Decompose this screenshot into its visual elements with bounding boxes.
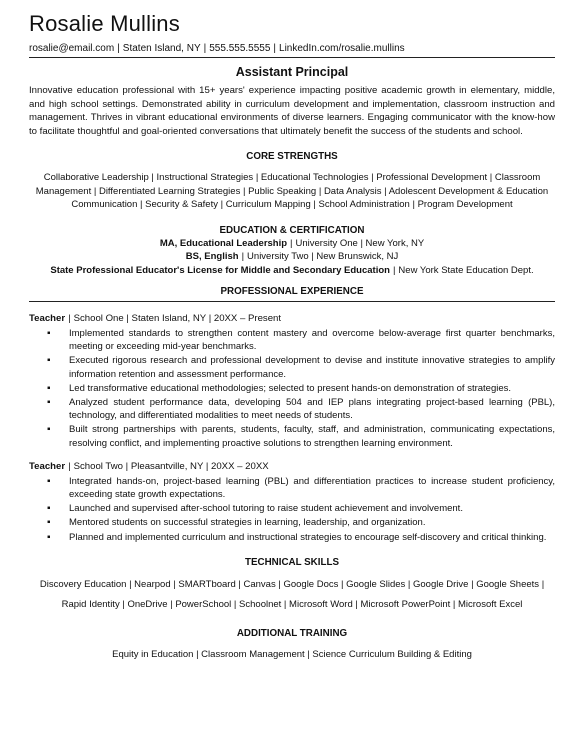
job-bullet: ▪ Mentored students on successful strategies in learning, leadership, and organization.: [69, 516, 555, 529]
education-detail: University Two | New Brunswick, NJ: [247, 251, 399, 262]
core-strengths-line: Management | Differentiated Learning Strategies | Public Speaking | Data Analysis | Adolescent Development & Education: [35, 185, 549, 197]
education-detail: University One | New York, NY: [295, 237, 425, 249]
resume-page: [29, 10, 555, 661]
technical-skills-heading: TECHNICAL SKILLS: [245, 556, 339, 568]
experience-heading: PROFESSIONAL EXPERIENCE: [29, 285, 555, 302]
job-detail: School Two | Pleasantville, NY | 20XX – 20XX: [73, 460, 269, 472]
job-bullet: ▪ Implemented standards to strengthen content mastery and overcome below-average first quarter benchmarks, meeting or exceeding mid-year benchmarks.: [69, 327, 555, 353]
contact-linkedin[interactable]: LinkedIn.com/rosalie.mullins: [279, 43, 405, 54]
job-bullet: ▪ Analyzed student performance data, developing 504 and IEP plans integrating project-based learning (PBL), technology, and differentiated modalities to meet needs of students.: [69, 396, 555, 422]
job-bullet: ▪ Integrated hands-on, project-based learning (PBL) and differentiation practices to increase student proficiency, exceeding state growth expectations.: [69, 475, 555, 501]
job-bullet: ▪ Led transformative educational methodologies; selected to present hands-on demonstration of strategies.: [69, 382, 555, 395]
education-credential: MA, Educational Leadership: [159, 237, 288, 249]
job-title: Assistant Principal: [235, 65, 349, 79]
job-role: Teacher: [29, 460, 66, 472]
job-role: Teacher: [29, 313, 66, 324]
job-bullet: ▪ Launched and supervised after-school tutoring to raise student achievement and involvement.: [69, 502, 555, 515]
education-heading: EDUCATION & CERTIFICATION: [219, 224, 365, 236]
professional-summary: Innovative education professional with 15+ years' experience impacting positive academic growth in elementary, middle, and high school settings. Demonstrated ability in curriculum development and implementation, classroom instruction and management. Thrives in vibrant educational environments of diverse learners. Engaging communicator with the know-how to facilitate thoughtful and goal-oriented conversations that ultimately benefit the success of the students and school.: [29, 85, 555, 137]
technical-skills-list: [29, 575, 555, 615]
core-strengths-line: Communication | Security & Safety | Curriculum Mapping | School Administration | Program Development: [71, 199, 513, 210]
education-credential: State Professional Educator's License for Middle and Secondary Education: [50, 264, 390, 276]
job-bullet: ▪ Planned and implemented curriculum and instructional strategies to encourage self-discovery and critical thinking.: [69, 531, 555, 544]
job-detail: School One | Staten Island, NY | 20XX – Present: [73, 313, 282, 324]
education-entry: [29, 237, 555, 251]
separator: |: [241, 251, 245, 262]
job-header: [29, 460, 555, 473]
separator: |: [117, 43, 120, 54]
separator: |: [290, 237, 293, 249]
separator: |: [392, 264, 396, 276]
job-bullet: ▪ Built strong partnerships with parents, students, faculty, staff, and administration, communicating expectations, resolving conflict, and implementing proactive solutions to strengthen learning environment.: [69, 423, 555, 449]
job-header: [29, 312, 555, 325]
contact-email[interactable]: rosalie@email.com: [29, 43, 115, 54]
education-entry: [29, 250, 555, 264]
education-credential: BS, English: [185, 251, 239, 262]
separator: |: [68, 313, 71, 324]
separator: |: [203, 43, 207, 54]
contact-line: [29, 42, 555, 58]
job-bullet: ▪ Executed rigorous research and professional development to devise and institute innovative strategies to amplify information retention and assessment performance.: [69, 354, 555, 380]
separator: |: [273, 43, 277, 54]
additional-training-heading: ADDITIONAL TRAINING: [236, 627, 348, 639]
technical-skills-line: Discovery Education | Nearpod | SMARTboard | Canvas | Google Docs | Google Slides | Google Drive | Google Sheets |: [39, 578, 545, 590]
contact-phone: 555.555.5555: [209, 43, 271, 54]
education-entry: [29, 264, 555, 278]
core-strengths-heading: CORE STRENGTHS: [246, 151, 338, 162]
core-strengths-line: Collaborative Leadership | Instructional Strategies | Educational Technologies | Professional Development | Classroom: [43, 172, 541, 183]
separator: |: [68, 460, 71, 472]
core-strengths-list: [29, 171, 555, 212]
contact-location: Staten Island, NY: [122, 43, 201, 54]
additional-training-line: Equity in Education | Classroom Management | Science Curriculum Building & Editing: [112, 648, 472, 660]
technical-skills-line: Rapid Identity | OneDrive | PowerSchool | Schoolnet | Microsoft Word | Microsoft PowerPoint | Microsoft Excel: [61, 598, 523, 610]
candidate-name: Rosalie Mullins: [29, 11, 180, 36]
education-detail: New York State Education Dept.: [398, 264, 534, 276]
job-bullets: [29, 475, 555, 544]
job-bullets: [29, 327, 555, 450]
education-list: [29, 237, 555, 278]
